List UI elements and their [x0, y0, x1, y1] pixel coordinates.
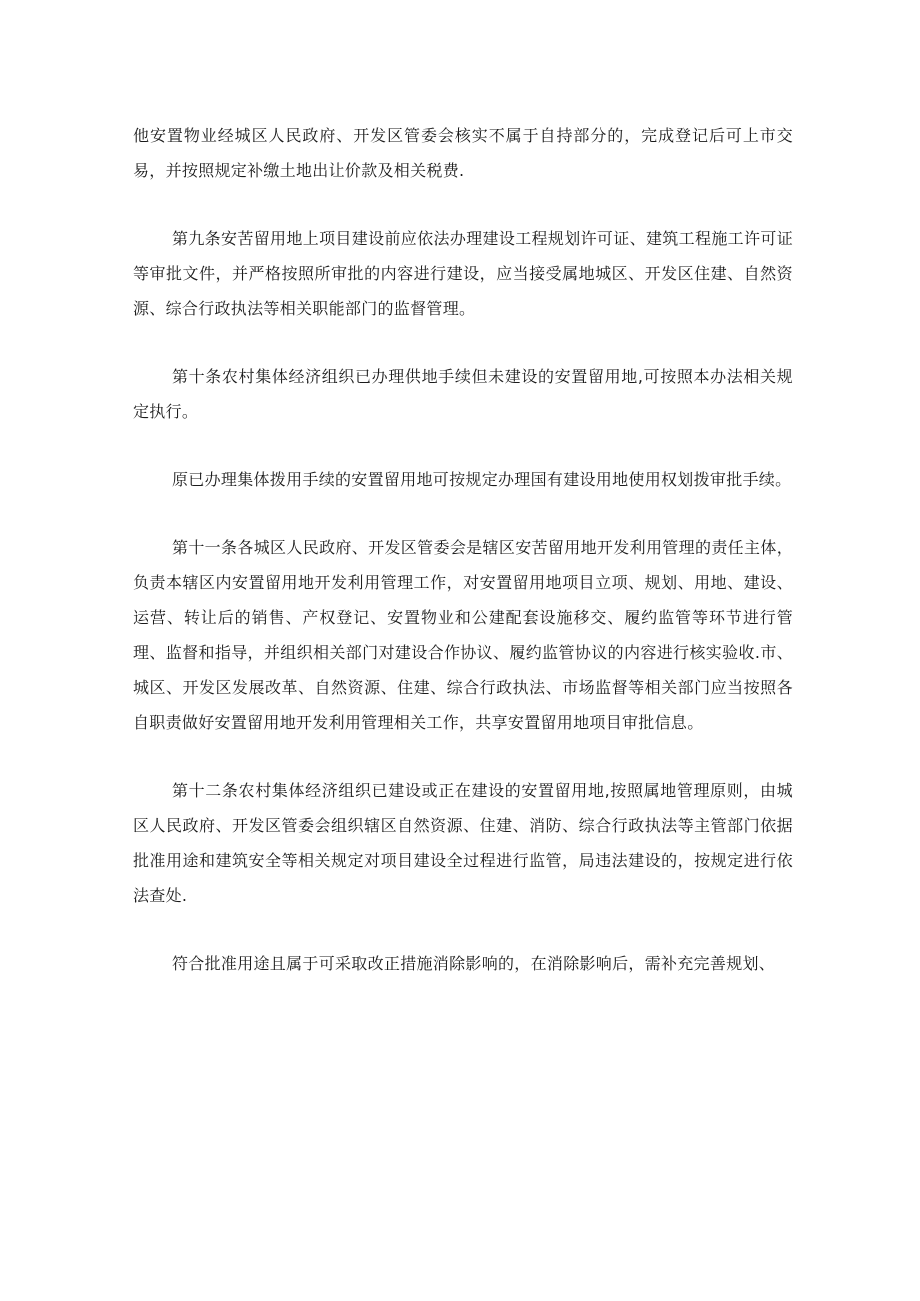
paragraph-continuation: 他安置物业经城区人民政府、开发区管委会核实不属于自持部分的，完成登记后可上市交易，并按照规定补缴土地出让价款及相关税费.	[133, 126, 793, 180]
paragraph-article-9: 第九条安苦留用地上项目建设前应依法办理建设工程规划许可证、建筑工程施工许可证等审批文件，并严格按照所审批的内容进行建设，应当接受属地城区、开发区住建、自然资源、综合行政执法等相关职能部门的监督管理。	[133, 229, 793, 318]
paragraph-article-12: 第十二条农村集体经济组织已建设或正在建设的安置留用地,按照属地管理原则，由城区人民政府、开发区管委会组织辖区自然资源、住建、消防、综合行政执法等主管部门依据批准用途和建筑安全等相关规定对项目建设全过程进行监管，局违法建设的，按规定进行依法查处.	[133, 781, 793, 905]
paragraph-article-11: 第十一条各城区人民政府、开发区管委会是辖区安苦留用地开发利用管理的责任主体，负责本辖区内安置留用地开发利用管理工作，对安置留用地项目立项、规划、用地、建设、运营、转让后的销售、产权登记、安置物业和公建配套设施移交、履约监管等环节进行管理、监督和指导，并组织相关部门对建设合作协议、履约监管协议的内容进行核实验收.市、城区、开发区发展改革、自然资源、住建、综合行政执法、市场监督等相关部门应当按照各自职责做好安置留用地开发利用管理相关工作，共享安置留用地项目审批信息。	[133, 538, 793, 732]
paragraph-article-12-supplement: 符合批准用途且属于可采取改正措施消除影响的，在消除影响后，需补充完善规划、	[172, 954, 776, 973]
document-body	[133, 118, 793, 981]
paragraph-article-10-supplement: 原已办理集体拨用手续的安置留用地可按规定办理国有建设用地使用权划拨审批手续。	[172, 470, 792, 489]
paragraph-article-10: 第十条农村集体经济组织已办理供地手续但未建设的安置留用地,可按照本办法相关规定执行。	[133, 367, 793, 421]
